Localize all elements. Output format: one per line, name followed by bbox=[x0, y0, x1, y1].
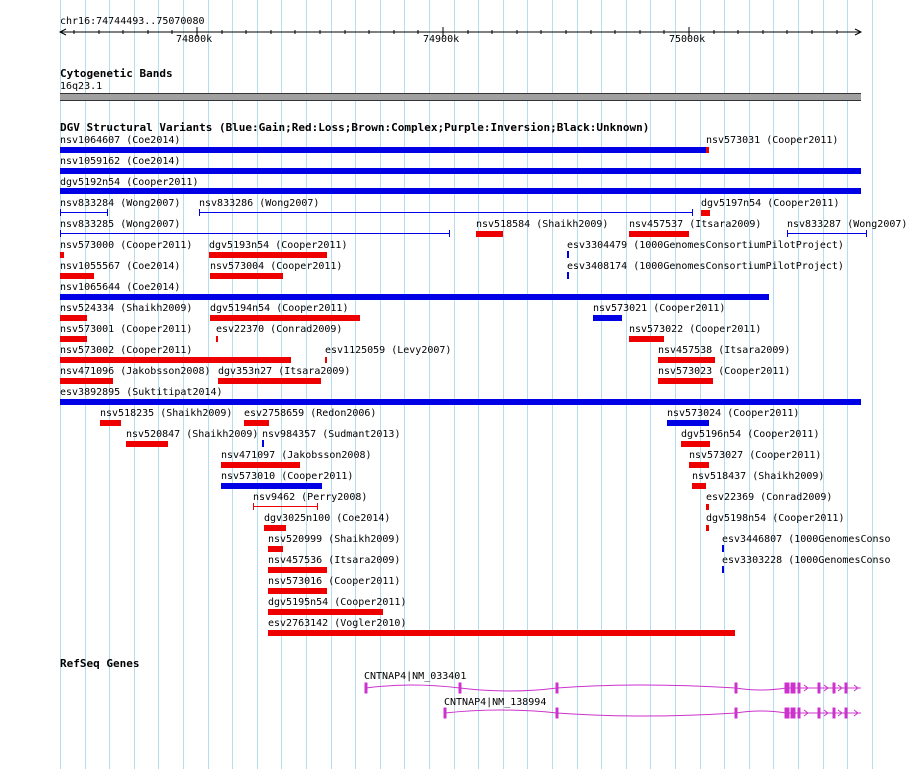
variant-end-tick bbox=[317, 503, 318, 510]
cytoband-track-title: Cytogenetic Bands bbox=[60, 67, 173, 80]
variant-feature[interactable] bbox=[722, 566, 724, 573]
variant-label: dgv5197n54 (Cooper2011) bbox=[701, 198, 840, 209]
grid-line bbox=[355, 0, 356, 769]
grid-line bbox=[724, 0, 725, 769]
variant-feature[interactable] bbox=[325, 357, 327, 363]
ruler-tick-label: 74800k bbox=[176, 34, 213, 45]
grid-line bbox=[306, 0, 307, 769]
variant-feature[interactable] bbox=[60, 399, 861, 405]
variant-label: dgv3025n100 (Coe2014) bbox=[264, 513, 391, 524]
grid-line bbox=[626, 0, 627, 769]
variant-feature[interactable] bbox=[593, 315, 622, 321]
ruler-tick-label: 75000k bbox=[669, 34, 706, 45]
grid-line bbox=[454, 0, 455, 769]
grid-line bbox=[552, 0, 553, 769]
variant-label: nsv833285 (Wong2007) bbox=[60, 219, 181, 230]
variant-label: nsv1055567 (Coe2014) bbox=[60, 261, 181, 272]
gene-label: CNTNAP4|NM_033401 bbox=[364, 671, 467, 682]
variant-feature[interactable] bbox=[126, 441, 168, 447]
variant-label: nsv573024 (Cooper2011) bbox=[667, 408, 800, 419]
variant-label: dgv5193n54 (Cooper2011) bbox=[209, 240, 348, 251]
variant-end-tick bbox=[199, 209, 200, 216]
variant-label: nsv1059162 (Coe2014) bbox=[60, 156, 181, 167]
variant-feature[interactable] bbox=[60, 336, 87, 342]
variant-label: esv3303228 (1000GenomesConso bbox=[722, 555, 891, 566]
variant-end-tick bbox=[692, 209, 693, 216]
variant-label: nsv833284 (Wong2007) bbox=[60, 198, 181, 209]
grid-line bbox=[331, 0, 332, 769]
variant-feature[interactable] bbox=[268, 630, 735, 636]
variant-feature[interactable] bbox=[210, 315, 360, 321]
variant-label: nsv9462 (Perry2008) bbox=[253, 492, 368, 503]
variant-feature[interactable] bbox=[210, 273, 283, 279]
variant-label: nsv524334 (Shaikh2009) bbox=[60, 303, 193, 314]
variant-label: nsv573002 (Cooper2011) bbox=[60, 345, 193, 356]
grid-line bbox=[208, 0, 209, 769]
variant-line bbox=[253, 506, 318, 507]
variant-label: esv3304479 (1000GenomesConsortiumPilotProject) bbox=[567, 240, 844, 251]
variant-feature[interactable] bbox=[689, 462, 709, 468]
variant-label: nsv1064607 (Coe2014) bbox=[60, 135, 181, 146]
ruler-range-label: chr16:74744493..75070080 bbox=[60, 16, 205, 27]
variant-feature[interactable] bbox=[706, 525, 709, 531]
grid-line bbox=[183, 0, 184, 769]
grid-line bbox=[60, 0, 61, 769]
variant-feature[interactable] bbox=[60, 378, 113, 384]
variant-label: nsv573027 (Cooper2011) bbox=[689, 450, 822, 461]
variant-feature[interactable] bbox=[199, 209, 693, 216]
variant-label: esv1125059 (Levy2007) bbox=[325, 345, 452, 356]
variant-label: nsv573010 (Cooper2011) bbox=[221, 471, 354, 482]
variant-label: nsv518235 (Shaikh2009) bbox=[100, 408, 233, 419]
variant-feature[interactable] bbox=[268, 588, 327, 594]
variant-feature[interactable] bbox=[262, 440, 264, 447]
grid-line bbox=[749, 0, 750, 769]
variant-feature[interactable] bbox=[658, 357, 715, 363]
variant-label: esv3892895 (Suktitipat2014) bbox=[60, 387, 223, 398]
cytoband-label: 16q23.1 bbox=[60, 81, 103, 92]
grid-line bbox=[503, 0, 504, 769]
grid-line bbox=[601, 0, 602, 769]
variant-feature[interactable] bbox=[216, 336, 218, 342]
variant-line bbox=[199, 212, 693, 213]
variant-feature[interactable] bbox=[629, 336, 664, 342]
grid-line bbox=[158, 0, 159, 769]
variant-feature[interactable] bbox=[567, 272, 569, 279]
variant-label: nsv518584 (Shaikh2009) bbox=[476, 219, 609, 230]
variant-line bbox=[787, 233, 867, 234]
grid-line bbox=[675, 0, 676, 769]
dgv-track-title: DGV Structural Variants (Blue:Gain;Red:Loss;Brown:Complex;Purple:Inversion;Black:Unknown) bbox=[60, 121, 650, 134]
variant-feature[interactable] bbox=[268, 546, 283, 552]
grid-line bbox=[281, 0, 282, 769]
variant-feature[interactable] bbox=[706, 504, 709, 510]
variant-label: nsv520847 (Shaikh2009) bbox=[126, 429, 259, 440]
variant-label: esv3446807 (1000GenomesConso bbox=[722, 534, 891, 545]
variant-feature[interactable] bbox=[567, 251, 569, 258]
grid-line bbox=[134, 0, 135, 769]
grid-line bbox=[380, 0, 381, 769]
variant-label: nsv471097 (Jakobsson2008) bbox=[221, 450, 372, 461]
variant-feature[interactable] bbox=[209, 252, 327, 258]
variant-label: esv22370 (Conrad2009) bbox=[216, 324, 343, 335]
variant-label: nsv457537 (Itsara2009) bbox=[629, 219, 762, 230]
ruler-tick-label: 74900k bbox=[423, 34, 460, 45]
cytoband-bar[interactable] bbox=[60, 93, 861, 101]
grid-line bbox=[478, 0, 479, 769]
variant-label: nsv833287 (Wong2007) bbox=[787, 219, 907, 230]
grid-line bbox=[577, 0, 578, 769]
variant-feature[interactable] bbox=[268, 609, 383, 615]
variant-feature[interactable] bbox=[60, 188, 861, 194]
variant-feature[interactable] bbox=[60, 294, 769, 300]
variant-feature[interactable] bbox=[244, 420, 269, 426]
variant-label: esv22369 (Conrad2009) bbox=[706, 492, 833, 503]
variant-end-tick bbox=[787, 230, 788, 237]
variant-feature[interactable] bbox=[692, 483, 706, 489]
gene-model-nm-138994[interactable] bbox=[444, 708, 861, 718]
variant-feature[interactable] bbox=[60, 209, 108, 216]
variant-feature[interactable] bbox=[221, 462, 300, 468]
grid-line bbox=[527, 0, 528, 769]
variant-label: dgv5195n54 (Cooper2011) bbox=[268, 597, 407, 608]
variant-label: nsv573001 (Cooper2011) bbox=[60, 324, 193, 335]
variant-feature[interactable] bbox=[60, 230, 450, 237]
grid-line bbox=[109, 0, 110, 769]
variant-feature[interactable] bbox=[667, 420, 709, 426]
variant-feature[interactable] bbox=[706, 147, 709, 153]
variant-label: nsv573000 (Cooper2011) bbox=[60, 240, 193, 251]
variant-label: nsv984357 (Sudmant2013) bbox=[262, 429, 401, 440]
variant-feature[interactable] bbox=[218, 378, 321, 384]
variant-label: nsv573022 (Cooper2011) bbox=[629, 324, 762, 335]
variant-label: nsv518437 (Shaikh2009) bbox=[692, 471, 825, 482]
variant-feature[interactable] bbox=[60, 273, 94, 279]
variant-end-tick bbox=[107, 209, 108, 216]
variant-feature[interactable] bbox=[681, 441, 710, 447]
variant-feature[interactable] bbox=[60, 168, 861, 174]
variant-label: nsv457538 (Itsara2009) bbox=[658, 345, 791, 356]
grid-line bbox=[872, 0, 873, 769]
variant-label: nsv573031 (Cooper2011) bbox=[706, 135, 839, 146]
variant-label: dgv5192n54 (Cooper2011) bbox=[60, 177, 199, 188]
variant-end-tick bbox=[253, 503, 254, 510]
grid-line bbox=[798, 0, 799, 769]
variant-end-tick bbox=[449, 230, 450, 237]
refseq-gene-models bbox=[0, 678, 890, 722]
variant-feature[interactable] bbox=[100, 420, 121, 426]
variant-feature[interactable] bbox=[701, 210, 710, 216]
variant-end-tick bbox=[60, 230, 61, 237]
variant-feature[interactable] bbox=[60, 315, 87, 321]
variant-feature[interactable] bbox=[60, 147, 706, 153]
variant-feature[interactable] bbox=[264, 525, 286, 531]
variant-feature[interactable] bbox=[722, 545, 724, 552]
variant-feature[interactable] bbox=[787, 230, 867, 237]
variant-label: nsv573004 (Cooper2011) bbox=[210, 261, 343, 272]
variant-label: dgv5198n54 (Cooper2011) bbox=[706, 513, 845, 524]
variant-end-tick bbox=[60, 209, 61, 216]
variant-label: nsv457536 (Itsara2009) bbox=[268, 555, 401, 566]
grid-line bbox=[847, 0, 848, 769]
variant-label: nsv520999 (Shaikh2009) bbox=[268, 534, 401, 545]
variant-label: nsv573016 (Cooper2011) bbox=[268, 576, 401, 587]
gene-label: CNTNAP4|NM_138994 bbox=[444, 697, 547, 708]
grid-line bbox=[650, 0, 651, 769]
grid-line bbox=[85, 0, 86, 769]
variant-label: dgv353n27 (Itsara2009) bbox=[218, 366, 351, 377]
variant-line bbox=[60, 233, 450, 234]
variant-label: esv3408174 (1000GenomesConsortiumPilotProject) bbox=[567, 261, 844, 272]
variant-line bbox=[60, 212, 108, 213]
grid-line bbox=[773, 0, 774, 769]
variant-label: nsv573021 (Cooper2011) bbox=[593, 303, 726, 314]
variant-label: dgv5196n54 (Cooper2011) bbox=[681, 429, 820, 440]
variant-label: esv2758659 (Redon2006) bbox=[244, 408, 377, 419]
grid-line bbox=[700, 0, 701, 769]
variant-feature[interactable] bbox=[221, 483, 322, 489]
refseq-track-title: RefSeq Genes bbox=[60, 657, 140, 670]
variant-label: esv2763142 (Vogler2010) bbox=[268, 618, 407, 629]
variant-feature[interactable] bbox=[476, 231, 503, 237]
grid-line bbox=[823, 0, 824, 769]
variant-end-tick bbox=[866, 230, 867, 237]
variant-label: nsv573023 (Cooper2011) bbox=[658, 366, 791, 377]
variant-label: nsv1065644 (Coe2014) bbox=[60, 282, 181, 293]
grid-line bbox=[232, 0, 233, 769]
variant-label: nsv471096 (Jakobsson2008) bbox=[60, 366, 211, 377]
variant-feature[interactable] bbox=[60, 357, 291, 363]
variant-feature[interactable] bbox=[253, 503, 318, 510]
grid-line bbox=[404, 0, 405, 769]
variant-feature[interactable] bbox=[268, 567, 327, 573]
gene-model-nm-033401[interactable] bbox=[365, 683, 861, 693]
variant-feature[interactable] bbox=[629, 231, 689, 237]
variant-feature[interactable] bbox=[658, 378, 713, 384]
grid-line bbox=[257, 0, 258, 769]
variant-label: nsv833286 (Wong2007) bbox=[199, 198, 320, 209]
variant-label: dgv5194n54 (Cooper2011) bbox=[210, 303, 349, 314]
grid-line bbox=[429, 0, 430, 769]
variant-feature[interactable] bbox=[60, 252, 64, 258]
